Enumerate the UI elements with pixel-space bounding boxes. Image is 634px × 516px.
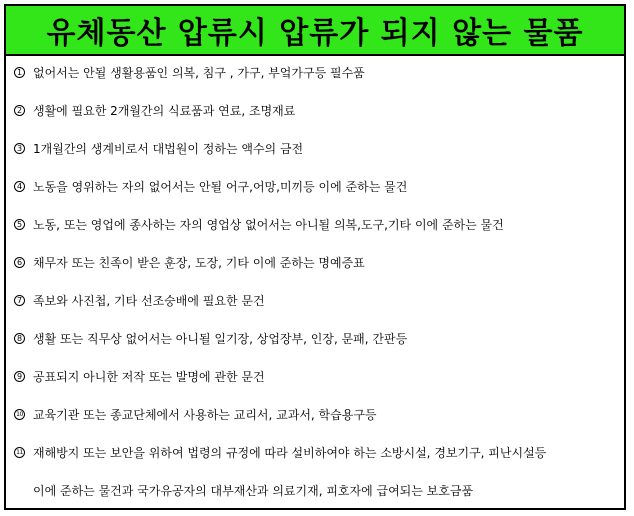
item-number: 11 — [14, 447, 25, 458]
item-number: 1 — [14, 67, 25, 78]
item-number: 6 — [14, 257, 25, 268]
item-text: 채무자 또는 친족이 받은 훈장, 도장, 기타 이에 준하는 명예증표 — [33, 256, 365, 270]
title-banner — [6, 6, 624, 56]
list-item — [14, 102, 295, 119]
item-text: 없어서는 안될 생활용품인 의복, 침구 , 가구, 부엌가구등 필수품 — [33, 66, 365, 80]
page-title: 유체동산 압류시 압류가 되지 않는 물품 — [46, 16, 584, 51]
item-text: 족보와 사진첩, 기타 선조숭배에 필요한 문건 — [33, 294, 265, 308]
item-number: 7 — [14, 295, 25, 306]
item-text: 1개월간의 생계비로서 대법원이 정하는 액수의 금전 — [33, 142, 304, 156]
item-number: 5 — [14, 219, 25, 230]
item-text: 생활에 필요한 2개월간의 식료품과 연료, 조명재료 — [33, 104, 296, 118]
list-item-continuation — [14, 482, 473, 499]
item-number: 2 — [14, 105, 25, 116]
list-item — [14, 292, 265, 309]
list-item — [14, 368, 265, 385]
list-item — [14, 444, 546, 461]
item-text: 노동을 영위하는 자의 없어서는 안될 어구,어망,미끼등 이에 준하는 물건 — [33, 180, 408, 194]
item-number: 9 — [14, 371, 25, 382]
list-item — [14, 64, 365, 81]
list-item — [14, 140, 303, 157]
item-text: 공표되지 아니한 저작 또는 발명에 관한 문건 — [33, 370, 265, 384]
list-item — [14, 216, 504, 233]
item-number: 3 — [14, 143, 25, 154]
item-number: 10 — [14, 409, 25, 420]
item-text: 재해방지 또는 보안을 위하여 법령의 규정에 따라 설비하여야 하는 소방시설, 경보기구, 피난시설등 — [33, 446, 547, 460]
list-item — [14, 330, 407, 347]
item-text: 이에 준하는 물건과 국가유공자의 대부재산과 의료기재, 피호자에 급여되는 보호금품 — [33, 484, 474, 498]
item-text: 노동, 또는 영업에 종사하는 자의 영업상 없어서는 아니될 의복,도구,기타 이에 준하는 물건 — [33, 218, 504, 232]
item-text: 생활 또는 직무상 없어서는 아니될 일기장, 상업장부, 인장, 문패, 간판등 — [33, 332, 408, 346]
list-item — [14, 406, 377, 423]
item-text: 교육기관 또는 종교단체에서 사용하는 교리서, 교과서, 학습용구등 — [33, 408, 377, 422]
list-item — [14, 178, 407, 195]
item-number: 4 — [14, 181, 25, 192]
item-number: 8 — [14, 333, 25, 344]
list-item — [14, 254, 365, 271]
